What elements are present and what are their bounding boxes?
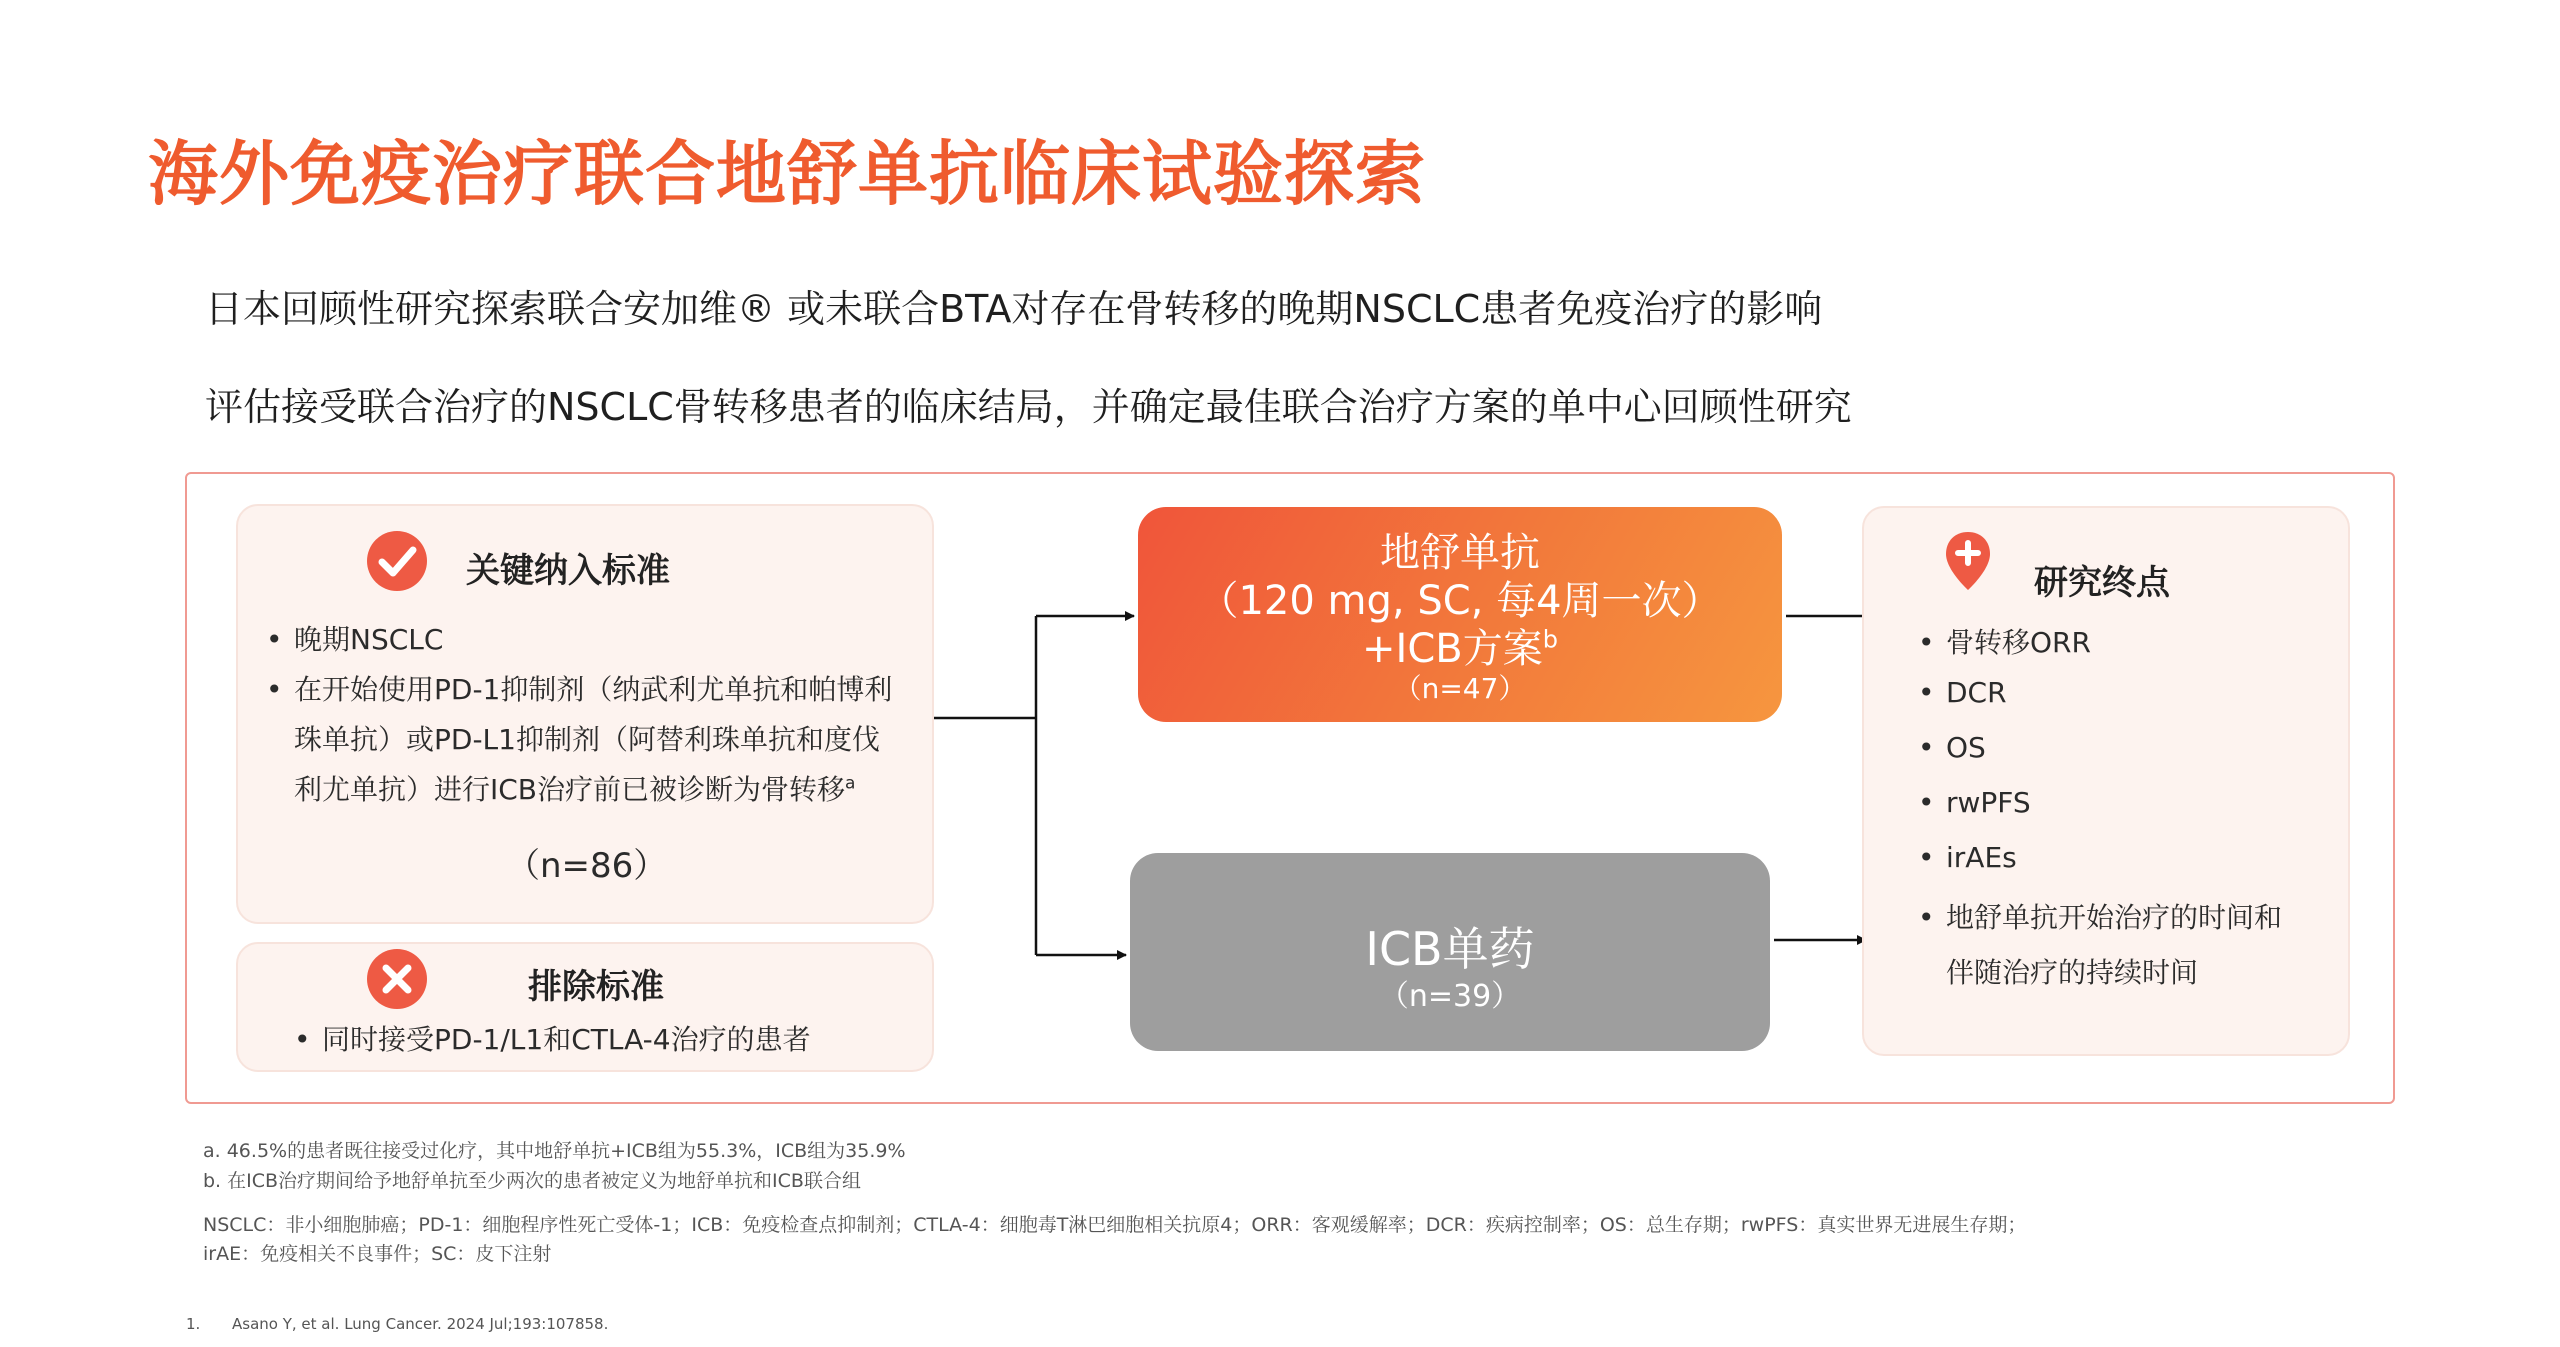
endpoint-item-text: 骨转移ORR <box>1946 626 2091 659</box>
combo-n: （n=47） <box>1393 672 1527 705</box>
abbreviations-line1: NSCLC：非小细胞肺癌；PD-1：细胞程序性死亡受体-1；ICB：免疫检查点抑制剂；CTLA-4：细胞毒T淋巴细胞相关抗原4；ORR：客观缓解率；DCR：疾病控制率；OS：总生存期；rwPFS：真实世界无进展生存期； <box>203 1214 2027 1236</box>
monotherapy-arm-box <box>1130 853 1770 1051</box>
reference-number: 1. <box>186 1315 201 1333</box>
subtitle-study: 日本回顾性研究探索联合安加维® 或未联合BTA对存在骨转移的晚期NSCLC患者免疫治疗的影响 <box>205 287 1823 331</box>
endpoint-item-text: 地舒单抗开始治疗的时间和 <box>1946 901 2283 934</box>
endpoint-item-text: rwPFS <box>1946 786 2031 819</box>
location-pin-icon <box>1944 530 1992 592</box>
endpoint-item: • 地舒单抗开始治疗的时间和 <box>1918 901 2283 934</box>
reference-citation: Asano Y, et al. Lung Cancer. 2024 Jul;193:107858. <box>232 1315 609 1333</box>
x-circle-icon <box>366 948 428 1010</box>
inclusion-item: • 晚期NSCLC <box>266 623 444 656</box>
combo-regimen-text: +ICB方案 <box>1362 626 1543 672</box>
endpoint-item-continuation: 伴随治疗的持续时间 <box>1946 956 2199 989</box>
page-title: 海外免疫治疗联合地舒单抗临床试验探索 <box>148 133 1426 215</box>
exclusion-heading: 排除标准 <box>528 967 664 1007</box>
endpoint-item-text: DCR <box>1946 676 2007 709</box>
exclusion-item: • 同时接受PD-1/L1和CTLA-4治疗的患者 <box>294 1023 811 1056</box>
mono-regimen: ICB单药 <box>1365 922 1535 976</box>
subtitle-objective: 评估接受联合治疗的NSCLC骨转移患者的临床结局，并确定最佳联合治疗方案的单中心回顾性研究 <box>205 385 1852 429</box>
endpoint-item: • DCR <box>1918 676 2007 709</box>
inclusion-item: • 在开始使用PD-1抑制剂（纳武利尤单抗和帕博利 <box>266 673 893 706</box>
inclusion-item-text: 晚期NSCLC <box>294 623 444 656</box>
endpoint-item: • OS <box>1918 731 1986 764</box>
inclusion-item-continuation: 珠单抗）或PD-L1抑制剂（阿替利珠单抗和度伐 <box>294 723 880 756</box>
inclusion-heading: 关键纳入标准 <box>466 551 670 591</box>
footnote-b: b. 在ICB治疗期间给予地舒单抗至少两次的患者被定义为地舒单抗和ICB联合组 <box>203 1170 861 1192</box>
exclusion-item-text: 同时接受PD-1/L1和CTLA-4治疗的患者 <box>322 1023 811 1056</box>
combo-drug: 地舒单抗 <box>1380 530 1540 576</box>
footnote-a: a. 46.5%的患者既往接受过化疗，其中地舒单抗+ICB组为55.3%，ICB组为35.9% <box>203 1140 906 1162</box>
endpoint-item-text: irAEs <box>1946 841 2017 874</box>
check-circle-icon <box>366 530 428 592</box>
inclusion-item-continuation-text: 利尤单抗）进行ICB治疗前已被诊断为骨转移 <box>294 773 846 806</box>
inclusion-item-continuation <box>294 768 855 808</box>
endpoints-heading: 研究终点 <box>2034 563 2170 603</box>
footnote-marker-a: a <box>845 773 856 794</box>
endpoint-item: • irAEs <box>1918 841 2017 874</box>
endpoint-item: • 骨转移ORR <box>1918 626 2091 659</box>
mono-n: （n=39） <box>1378 979 1522 1014</box>
inclusion-item-text: 在开始使用PD-1抑制剂（纳武利尤单抗和帕博利 <box>294 673 893 706</box>
endpoint-item: • rwPFS <box>1918 786 2031 819</box>
footnote-marker-b: b <box>1542 625 1558 654</box>
inclusion-n: （n=86） <box>506 846 668 886</box>
endpoint-item-text: OS <box>1946 731 1986 764</box>
combo-dosing: （120 mg, SC, 每4周一次） <box>1198 578 1722 624</box>
combination-arm-box <box>1138 507 1782 722</box>
combo-regimen <box>1138 617 1782 674</box>
abbreviations-line2: irAE：免疫相关不良事件；SC：皮下注射 <box>203 1243 552 1265</box>
